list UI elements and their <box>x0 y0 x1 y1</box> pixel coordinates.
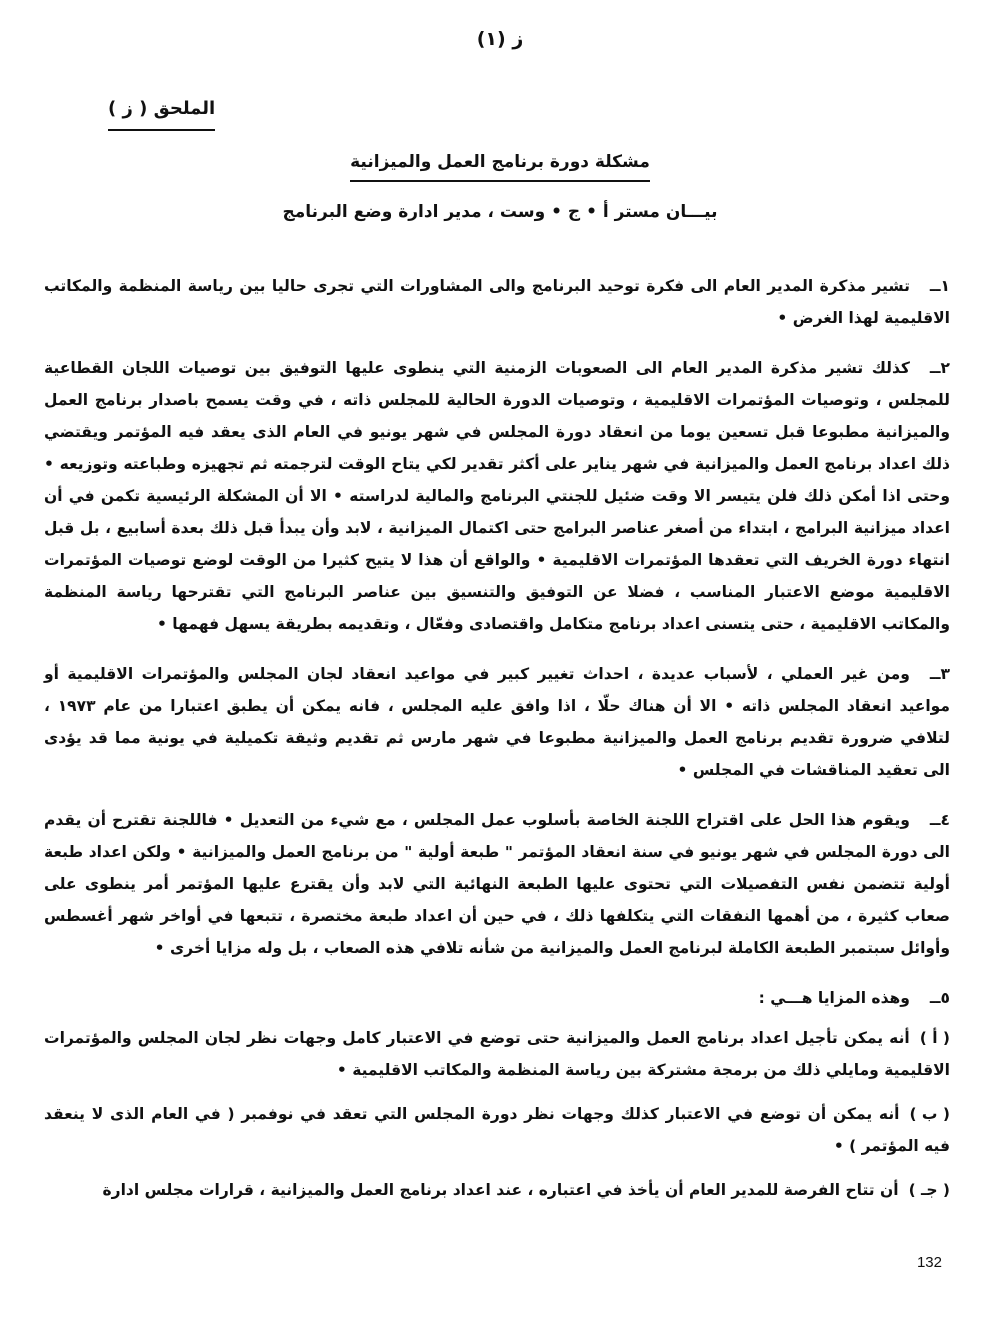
advantage-label: ( جـ ) <box>908 1181 950 1199</box>
advantage-text: أنه يمكن أن توضع في الاعتبار كذلك وجهات نظر دورة المجلس التي تعقد في نوفمبر ( في العام الذى لا ينعقد فيه المؤتمر ) • <box>44 1105 950 1155</box>
document-body <box>44 270 950 1218</box>
page-number: 132 <box>916 1254 942 1271</box>
document-subtitle: بيـــان مستر أ • ج • وست ، مدير ادارة وضع البرنامج <box>282 202 718 222</box>
paragraph-number: ١ــ <box>929 277 950 295</box>
advantage-item-a <box>44 1022 950 1086</box>
advantage-label: ( أ ) <box>919 1029 950 1047</box>
paragraph-number: ٣ــ <box>929 665 950 683</box>
paragraph-text: وهذه المزايا هـــي : <box>758 989 910 1007</box>
annex-label: الملحق ( ز ) <box>108 98 215 131</box>
page-code: ز (١) <box>476 28 524 50</box>
advantage-item-b <box>44 1098 950 1162</box>
advantage-label: ( ب ) <box>909 1105 950 1123</box>
paragraph-text: تشير مذكرة المدير العام الى فكرة توحيد البرنامج والى المشاورات التي تجرى حاليا بين رياسة المنظمة والمكاتب الاقليمية لهذا الغرض • <box>44 277 950 327</box>
paragraph-number: ٥ــ <box>929 989 950 1007</box>
document-title-wrapper <box>0 152 1000 182</box>
paragraph-5 <box>44 982 950 1014</box>
advantage-item-c <box>44 1174 950 1206</box>
paragraph-3 <box>44 658 950 786</box>
advantage-text: أن تتاح الفرصة للمدير العام أن يأخذ في اعتباره ، عند اعداد برنامج العمل والميزانية ، قرارات مجلس ادارة <box>102 1181 899 1199</box>
paragraph-2 <box>44 352 950 640</box>
paragraph-number: ٢ــ <box>929 359 950 377</box>
paragraph-text: كذلك تشير مذكرة المدير العام الى الصعوبات الزمنية التي ينطوى عليها التوفيق بين توصيات اللجان القطاعية للمجلس ، وتوصيات المؤتمرات الاقليمية ، وتوصيات الدورة الحالية للمجلس ذاته ، في وقت يسمح باصدار برنامج العمل والميزانية مطبوعا قبل تسعين يوما من انعقاد دورة المجلس في شهر يونيو في العام الذى يعقد فيه المؤتمر ويقتضي ذلك اعداد برنامج العمل والميزانية في شهر يناير على أكثر تقدير لكي يتاح الوقت لترجمته ثم تجهيزه وطباعته وتوزيعه • وحتى اذا أمكن ذلك فلن يتيسر الا وقت ضئيل للجنتي البرنامج والمالية لدراسته • الا أن المشكلة الرئيسية تكمن في أن اعداد ميزانية البرامج ، ابتداء من أصغر عناصر البرامج حتى اكتمال الميزانية ، لابد وأن يبدأ قبل ذلك بعدة أسابيع ، بل قبل انتهاء دورة الخريف التي تعقدها المؤتمرات الاقليمية • والواقع أن هذا لا يتيح كثيرا من الوقت لوضع توصيات المؤتمرات الاقليمية موضع الاعتبار المناسب ، فضلا عن التوفيق والتنسيق بين عناصر البرنامج التي تقترحها رياسة المنظمة والمكاتب الاقليمية ، حتى يتسنى اعداد برنامج متكامل واقتصادى وفعّال ، وتقديمه بطريقة يسهل فهمها • <box>44 359 950 633</box>
paragraph-number: ٤ــ <box>929 811 950 829</box>
advantage-text: أنه يمكن تأجيل اعداد برنامج العمل والميزانية حتى توضع في الاعتبار كامل وجهات نظر لجان المجلس والمؤتمرات الاقليمية ومايلي ذلك من برمجة مشتركة بين رياسة المنظمة والمكاتب الاقليمية • <box>44 1029 950 1079</box>
document-title: مشكلة دورة برنامج العمل والميزانية <box>350 152 650 182</box>
paragraph-text: ويقوم هذا الحل على اقتراح اللجنة الخاصة بأسلوب عمل المجلس ، مع شيء من التعديل • فاللجنة تقترح أن يقدم الى دورة المجلس في شهر يونيو في سنة انعقاد المؤتمر " طبعة أولية " من برنامج العمل والميزانية • ولكن اعداد طبعة أولية تتضمن نفس التفصيلات التي تحتوى عليها الطبعة النهائية التي لابد وأن يقترع عليها المؤتمر أمر ينطوى على صعاب كثيرة ، من أهمها النفقات التي يتكلفها ذلك ، في حين أن اعداد طبعة مختصرة ، تتبعها في أواخر شهر أغسطس وأوائل سبتمبر الطبعة الكاملة لبرنامج العمل والميزانية من شأنه تلافي هذه الصعاب ، بل وله مزايا أخرى • <box>44 811 950 957</box>
paragraph-text: ومن غير العملي ، لأسباب عديدة ، احداث تغيير كبير في مواعيد انعقاد لجان المجلس والمؤتمرات الاقليمية أو مواعيد انعقاد المجلس ذاته • الا أن هناك حلّا ، اذا وافق عليه المجلس ، فانه يمكن أن يطبق اعتبارا من عام ١٩٧٣ ، لتلافي ضرورة تقديم برنامج العمل والميزانية مطبوعا في شهر مارس ثم تقديم وثيقة تكميلية في يونية مما قد يؤدى الى تعقيد المناقشات في المجلس • <box>44 665 950 779</box>
paragraph-4 <box>44 804 950 964</box>
paragraph-1 <box>44 270 950 334</box>
